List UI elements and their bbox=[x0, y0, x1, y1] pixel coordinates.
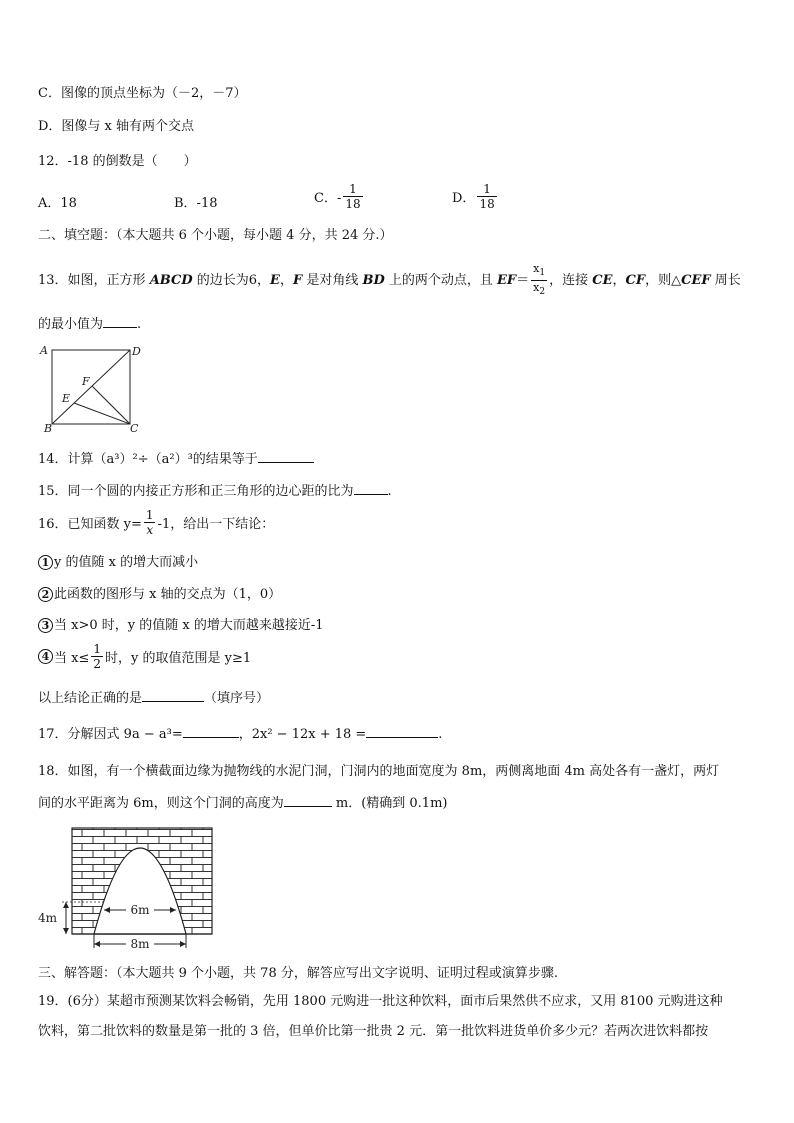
circled-number: 4 bbox=[38, 649, 53, 664]
q16-c4-fraction bbox=[91, 642, 103, 671]
segment-ce bbox=[74, 403, 130, 424]
q17-text: . bbox=[438, 727, 443, 742]
fraction-denominator: 2 bbox=[93, 657, 101, 671]
segment-cf bbox=[92, 386, 130, 424]
q13-text: ， bbox=[612, 273, 626, 289]
q16-stem bbox=[38, 508, 274, 537]
q18-text: 间的水平距离为 6m，则这个门洞的高度为 bbox=[38, 796, 284, 811]
q13-segment-cf: CF bbox=[625, 273, 646, 289]
section-3-heading: 三、解答题：（本大题共 9 个小题，共 78 分，解答应写出文字说明、证明过程或演算步骤. bbox=[38, 966, 558, 981]
conclusion-text: 当 x>0 时，y 的值随 x 的增大而越来越接近-1 bbox=[54, 618, 324, 633]
q15-text: 15．同一个圆的内接正方形和正三角形的边心距的比为 bbox=[38, 484, 354, 499]
q19-line2: 饮料，第二批饮料的数量是第一批的 3 倍，但单价比第一批贵 2 元．第一批饮料进货单价多少元？若两次进饮料都按 bbox=[38, 1024, 709, 1039]
q13-text: 的最小值为 bbox=[38, 317, 104, 332]
q13-text: ，则△ bbox=[645, 273, 682, 289]
q18-text: m．(精确到 0.1m) bbox=[331, 796, 448, 811]
q18-arch-figure bbox=[38, 822, 218, 954]
q12-option-d-fraction bbox=[477, 182, 496, 211]
q18-line1: 18．如图，有一个横截面边缘为抛物线的水泥门洞，门洞内的地面宽度为 8m，两侧离地面 4m 高处各有一盏灯，两灯 bbox=[38, 764, 720, 779]
fraction-numerator: 1 bbox=[145, 508, 154, 522]
fraction-denominator bbox=[531, 280, 547, 299]
q13-line2 bbox=[38, 313, 141, 332]
label-e: E bbox=[62, 392, 71, 405]
fraction-numerator: 1 bbox=[483, 182, 491, 196]
q16-fraction bbox=[144, 508, 156, 537]
q17-text: 17．分解因式 9a − a³= bbox=[38, 727, 183, 742]
circled-number: 3 bbox=[38, 618, 53, 633]
label-f: F bbox=[82, 375, 90, 388]
q13-text: ， bbox=[279, 273, 293, 289]
answer-blank bbox=[142, 689, 204, 702]
q13-stem bbox=[38, 262, 741, 299]
answer-blank bbox=[183, 725, 239, 738]
q13-square-name: ABCD bbox=[149, 273, 193, 289]
q13-equals: ＝ bbox=[516, 273, 530, 289]
q13-text: 是对角线 bbox=[302, 273, 363, 289]
q17-text: ，2x² − 12x + 18 = bbox=[238, 727, 367, 742]
q16-text: -1，给出一下结论： bbox=[157, 517, 275, 532]
q13-segment-ce: CE bbox=[592, 273, 613, 289]
q17-stem bbox=[38, 723, 442, 742]
fraction-numerator: 1 bbox=[349, 182, 357, 196]
q13-point-e: E bbox=[270, 273, 280, 289]
label-d: D bbox=[132, 345, 141, 358]
q13-text: 的边长为6， bbox=[192, 273, 271, 289]
answer-blank bbox=[354, 482, 388, 495]
q13-segment-ef: EF bbox=[497, 273, 517, 289]
q16-text: 16．已知函数 y= bbox=[38, 517, 142, 532]
q12-stem: 12．-18 的倒数是（ ） bbox=[38, 154, 197, 169]
circled-number: 1 bbox=[38, 555, 53, 570]
q14-text: 14．计算（a³）²÷（a²）³的结果等于 bbox=[38, 452, 258, 467]
q12-option-c-fraction bbox=[343, 182, 362, 211]
q13-triangle: CEF bbox=[681, 273, 711, 289]
answer-blank bbox=[284, 794, 332, 807]
conclusion-text: 当 x≤ bbox=[54, 651, 90, 666]
label-b: B bbox=[44, 422, 53, 434]
q12-option-c-label: C．- bbox=[314, 191, 342, 206]
q13-text: . bbox=[137, 317, 142, 332]
x-var: x bbox=[533, 281, 540, 295]
q13-text: 13．如图，正方形 bbox=[38, 273, 150, 289]
x-var: x bbox=[533, 262, 540, 275]
label-4m: 4m bbox=[38, 911, 58, 925]
fraction-numerator bbox=[531, 262, 547, 280]
answer-blank bbox=[103, 315, 137, 328]
label-c: C bbox=[130, 422, 139, 434]
subscript: 1 bbox=[539, 268, 546, 279]
label-6m: 6m bbox=[130, 903, 150, 917]
q14-stem bbox=[38, 448, 314, 467]
q11-option-d: D．图像与 x 轴有两个交点 bbox=[38, 119, 195, 134]
section-2-heading: 二、填空题：（本大题共 6 个小题，每小题 4 分，共 24 分.） bbox=[38, 228, 393, 243]
q16-text: 以上结论正确的是 bbox=[38, 691, 143, 706]
q13-point-f: F bbox=[292, 273, 303, 289]
answer-blank bbox=[366, 725, 438, 738]
q19-line1: 19．(6分）某超市预测某饮料会畅销，先用 1800 元购进一批这种饮料，面市后果然供不应求，又用 8100 元购进这种 bbox=[38, 994, 723, 1009]
q13-text: ，连接 bbox=[549, 273, 593, 289]
q15-text: . bbox=[387, 484, 392, 499]
q11-option-c: C．图像的顶点坐标为（－2，－7） bbox=[38, 86, 247, 101]
q15-stem bbox=[38, 480, 392, 499]
fraction-denominator: x bbox=[146, 523, 154, 537]
q13-square-figure bbox=[36, 342, 146, 434]
q16-conclusion-3 bbox=[38, 614, 324, 633]
circled-number: 2 bbox=[38, 587, 53, 602]
q12-option-d bbox=[452, 182, 499, 211]
q16-conclusion-4 bbox=[38, 642, 251, 671]
answer-blank bbox=[258, 450, 314, 463]
q13-fraction bbox=[531, 262, 547, 299]
conclusion-text: 时，y 的取值范围是 y≥1 bbox=[105, 651, 252, 666]
q16-answer-line bbox=[38, 687, 269, 706]
q13-text: 上的两个动点，且 bbox=[384, 273, 497, 289]
q12-option-a: A．18 bbox=[38, 196, 77, 211]
q12-option-d-label: D． bbox=[452, 191, 476, 206]
q16-text: （填序号） bbox=[204, 691, 270, 706]
fraction-denominator: 18 bbox=[345, 197, 361, 211]
q16-conclusion-2 bbox=[38, 583, 281, 602]
fraction-denominator: 18 bbox=[479, 197, 495, 211]
q16-conclusion-1 bbox=[38, 551, 198, 570]
q12-option-b: B．-18 bbox=[174, 196, 218, 211]
label-a: A bbox=[40, 344, 48, 357]
q13-text: 周长 bbox=[710, 273, 741, 289]
conclusion-text: 此函数的图形与 x 轴的交点为（1，0） bbox=[54, 587, 282, 602]
q18-line2 bbox=[38, 792, 447, 811]
q12-option-c bbox=[314, 182, 365, 211]
q13-diagonal: BD bbox=[362, 273, 385, 289]
label-8m: 8m bbox=[130, 937, 150, 951]
subscript: 2 bbox=[539, 287, 546, 298]
fraction-numerator: 1 bbox=[93, 642, 101, 656]
conclusion-text: y 的值随 x 的增大而减小 bbox=[54, 555, 199, 570]
